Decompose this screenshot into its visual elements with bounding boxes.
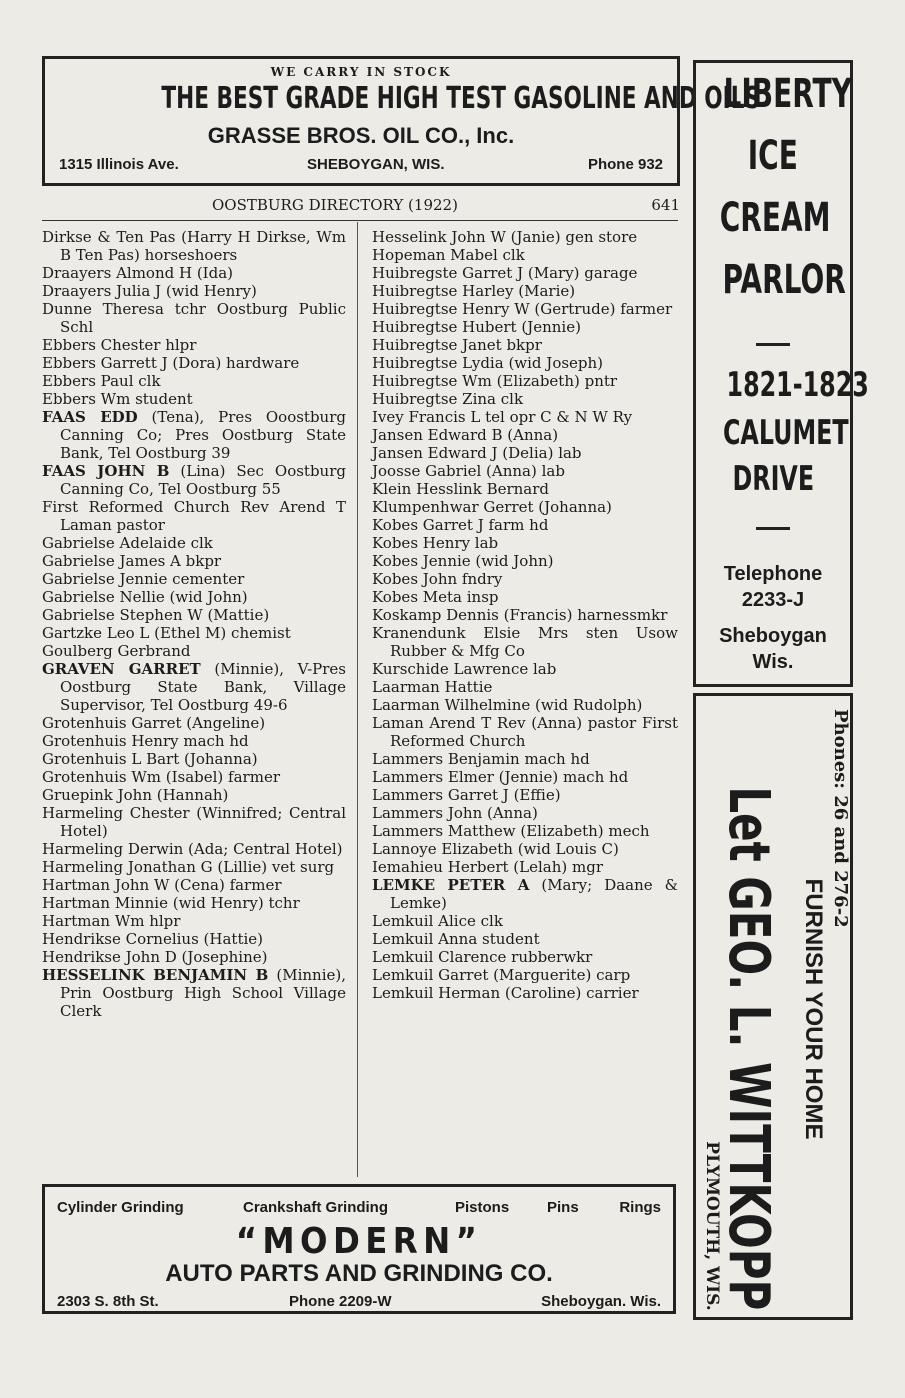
directory-entry: Ebbers Garrett J (Dora) hardware <box>42 354 300 372</box>
directory-entry: Kobes Jennie (wid John) <box>372 552 554 570</box>
ad-service: Rings <box>619 1199 661 1216</box>
directory-entry: Kranendunk Elsie Mrs sten Usow Rubber & Mfg Co <box>372 624 678 660</box>
directory-entry: Klumpenhwar Gerret (Johanna) <box>372 498 612 516</box>
directory-entry: Hendrikse Cornelius (Hattie) <box>42 930 264 948</box>
ad-address-text: 1821-1823 <box>726 365 869 405</box>
directory-entry: Kurschide Lawrence lab <box>372 660 557 678</box>
directory-entry: Kobes Garret J farm hd <box>372 516 549 534</box>
directory-entry: Gabrielse Adelaide clk <box>42 534 213 552</box>
directory-entry: Iemahieu Herbert (Lelah) mgr <box>372 858 604 876</box>
directory-entry: Gruepink John (Hannah) <box>42 786 229 804</box>
ad-address-text: CALUMET <box>722 413 849 453</box>
ad-city-wrap <box>700 1136 724 1316</box>
ad-line <box>696 195 850 241</box>
directory-entry: Lannoye Elizabeth (wid Louis C) <box>372 840 619 858</box>
directory-entry: Harmeling Derwin (Ada; Central Hotel) <box>42 840 343 858</box>
ad-telephone-label: Telephone <box>723 563 823 585</box>
ad-telephone-number: 2233-J <box>741 589 805 611</box>
directory-entry: Kobes Henry lab <box>372 534 499 552</box>
ad-headline-text: THE BEST GRADE HIGH TEST GASOLINE AND OILS <box>161 81 761 116</box>
ad-service: Crankshaft Grinding <box>243 1199 389 1216</box>
directory-entry: LEMKE PETER A (Mary; Daane & Lemke) <box>372 876 678 912</box>
directory-entry: Hartman Wm hlpr <box>42 912 181 930</box>
directory-entry: Grotenhuis Garret (Angeline) <box>42 714 266 732</box>
directory-entry: HESSELINK BENJAMIN B (Minnie), Prin Oostburg High School Village Clerk <box>42 966 346 1020</box>
directory-entry: Huibregste Garret J (Mary) garage <box>372 264 638 282</box>
directory-entry: FAAS JOHN B (Lina) Sec Oostburg Canning Co, Tel Oostburg 55 <box>42 462 346 498</box>
directory-column-left <box>42 228 346 1020</box>
side-advertisement-furniture <box>693 693 853 1320</box>
directory-entry: Grotenhuis Wm (Isabel) farmer <box>42 768 280 786</box>
directory-entry: Lammers John (Anna) <box>372 804 538 822</box>
ad-line-text: PARLOR <box>722 257 846 303</box>
ad-address: 2303 S. 8th St. <box>57 1293 159 1310</box>
top-advertisement <box>42 56 761 186</box>
directory-entry: First Reformed Church Rev Arend T Laman pastor <box>42 498 346 534</box>
ad-headline <box>45 81 761 116</box>
side-advertisement-ice-cream <box>693 60 869 687</box>
directory-entry: Hendrikse John D (Josephine) <box>42 948 268 966</box>
directory-entry: Lemkuil Alice clk <box>372 912 503 930</box>
directory-entry: Gabrielse James A bkpr <box>42 552 222 570</box>
ad-address: 1315 Illinois Ave. <box>59 156 179 173</box>
directory-entry: Gabrielse Stephen W (Mattie) <box>42 606 270 624</box>
entry-name-bold: FAAS EDD <box>42 408 138 426</box>
directory-entry: Ivey Francis L tel opr C & N W Ry <box>372 408 633 426</box>
column-divider <box>357 222 358 1177</box>
directory-entry: Ebbers Paul clk <box>42 372 161 390</box>
directory-entry: Lammers Garret J (Effie) <box>372 786 561 804</box>
directory-entry: Goulberg Gerbrand <box>42 642 191 660</box>
ad-line-text: LIBERTY <box>723 71 852 117</box>
entry-name-bold: HESSELINK BENJAMIN B <box>42 966 269 984</box>
directory-entry: Gartzke Leo L (Ethel M) chemist <box>42 624 291 642</box>
page-number: 641 <box>651 196 680 214</box>
directory-entry: Koskamp Dennis (Francis) harnessmkr <box>372 606 668 624</box>
divider-dash <box>756 343 790 346</box>
ad-address-text: DRIVE <box>732 459 814 499</box>
ad-service: Pistons <box>455 1199 510 1216</box>
page-header <box>42 196 680 216</box>
directory-entry: Grotenhuis L Bart (Johanna) <box>42 750 258 768</box>
directory-entry: Draayers Julia J (wid Henry) <box>42 282 257 300</box>
divider-dash <box>756 527 790 530</box>
directory-entry: Lammers Matthew (Elizabeth) mech <box>372 822 650 840</box>
ad-service: Cylinder Grinding <box>57 1199 184 1216</box>
entry-name-bold: GRAVEN GARRET <box>42 660 201 678</box>
directory-entry: Jansen Edward J (Delia) lab <box>372 444 582 462</box>
ad-city: PLYMOUTH, WIS. <box>702 1141 722 1311</box>
directory-entry: Huibregtse Janet bkpr <box>372 336 542 354</box>
directory-entry: Lemkuil Herman (Caroline) carrier <box>372 984 639 1002</box>
ad-line-stock: WE CARRY IN STOCK <box>270 65 452 79</box>
directory-entry: Gabrielse Nellie (wid John) <box>42 588 248 606</box>
ad-company-name: GRASSE BROS. OIL CO., Inc. <box>207 123 515 148</box>
directory-entry: Hesselink John W (Janie) gen store <box>372 228 638 246</box>
directory-entry: Huibregtse Henry W (Gertrude) farmer <box>372 300 673 318</box>
entry-name-bold: LEMKE PETER A <box>372 876 530 894</box>
directory-entry: Lemkuil Anna student <box>372 930 540 948</box>
ad-brand-text: “MODERN” <box>235 1221 483 1262</box>
directory-entry: Laarman Wilhelmine (wid Rudolph) <box>372 696 643 714</box>
directory-entry: GRAVEN GARRET (Minnie), V-Pres Oostburg State Bank, Village Supervisor, Tel Oostburg 49-6 <box>42 660 346 714</box>
directory-entry: Ebbers Wm student <box>42 390 193 408</box>
ad-city: Sheboygan <box>719 625 827 647</box>
ad-name-text: Let GEO. L. WITTKOPP <box>716 786 781 1311</box>
directory-entry: Huibregtse Zina clk <box>372 390 524 408</box>
directory-title: OOSTBURG DIRECTORY (1922) <box>212 196 458 214</box>
directory-entry: Klein Hesslink Bernard <box>372 480 550 498</box>
directory-entry: Kobes Meta insp <box>372 588 499 606</box>
directory-entry: Huibregtse Hubert (Jennie) <box>372 318 581 336</box>
ad-state: Wis. <box>752 651 794 673</box>
directory-entry: Laarman Hattie <box>372 678 493 696</box>
directory-entry: Jansen Edward B (Anna) <box>372 426 559 444</box>
ad-phones: Phones: 26 and 276-2 <box>830 709 851 928</box>
directory-entry: Joosse Gabriel (Anna) lab <box>372 462 565 480</box>
directory-entry: Huibregtse Wm (Elizabeth) pntr <box>372 372 618 390</box>
entry-name-bold: FAAS JOHN B <box>42 462 170 480</box>
directory-entry: Gabrielse Jennie cementer <box>42 570 245 588</box>
ad-service: Pins <box>547 1199 579 1216</box>
directory-entry: Lammers Benjamin mach hd <box>372 750 590 768</box>
ad-line-text: CREAM <box>719 195 831 241</box>
ad-city: SHEBOYGAN, WIS. <box>307 156 445 173</box>
directory-entry: Kobes John fndry <box>372 570 503 588</box>
ad-line <box>696 133 850 179</box>
directory-entry: Huibregtse Harley (Marie) <box>372 282 576 300</box>
directory-entry: Hopeman Mabel clk <box>372 246 525 264</box>
directory-entry: Lemkuil Clarence rubberwkr <box>372 948 593 966</box>
ad-address-line <box>696 413 850 453</box>
ad-phone: Phone 2209-W <box>289 1293 392 1310</box>
directory-entry: Huibregtse Lydia (wid Joseph) <box>372 354 604 372</box>
directory-column-right <box>372 228 678 1002</box>
bottom-advertisement <box>42 1184 676 1314</box>
directory-entry: Grotenhuis Henry mach hd <box>42 732 249 750</box>
ad-line <box>696 257 850 303</box>
directory-entry: Harmeling Chester (Winnifred; Central Hotel) <box>42 804 346 840</box>
directory-entry: Lammers Elmer (Jennie) mach hd <box>372 768 629 786</box>
directory-entry: FAAS EDD (Tena), Pres Ooostburg Canning Co; Pres Oostburg State Bank, Tel Oostburg 39 <box>42 408 346 462</box>
directory-entry: Draayers Almond H (Ida) <box>42 264 234 282</box>
ad-address-line <box>696 459 850 499</box>
ad-line-text: ICE <box>747 133 799 179</box>
directory-entry: Dirkse & Ten Pas (Harry H Dirkse, Wm B Ten Pas) horseshoers <box>42 228 346 264</box>
ad-tagline: FURNISH YOUR HOME <box>800 878 827 1140</box>
directory-entry: Harmeling Jonathan G (Lillie) vet surg <box>42 858 335 876</box>
header-rule <box>42 220 678 221</box>
directory-entry: Hartman John W (Cena) farmer <box>42 876 282 894</box>
ad-address-line <box>696 365 869 405</box>
ad-brand <box>45 1221 673 1262</box>
ad-name <box>716 699 781 1319</box>
directory-entry: Dunne Theresa tchr Oostburg Public Schl <box>42 300 346 336</box>
directory-entry: Hartman Minnie (wid Henry) tchr <box>42 894 300 912</box>
ad-line <box>696 71 850 117</box>
ad-phone: Phone 932 <box>587 156 663 173</box>
directory-entry: Ebbers Chester hlpr <box>42 336 197 354</box>
ad-city: Sheboygan. Wis. <box>541 1293 661 1310</box>
directory-entry: Laman Arend T Rev (Anna) pastor First Reformed Church <box>372 714 678 750</box>
directory-entry: Lemkuil Garret (Marguerite) carp <box>372 966 631 984</box>
ad-business-name: AUTO PARTS AND GRINDING CO. <box>165 1260 553 1287</box>
